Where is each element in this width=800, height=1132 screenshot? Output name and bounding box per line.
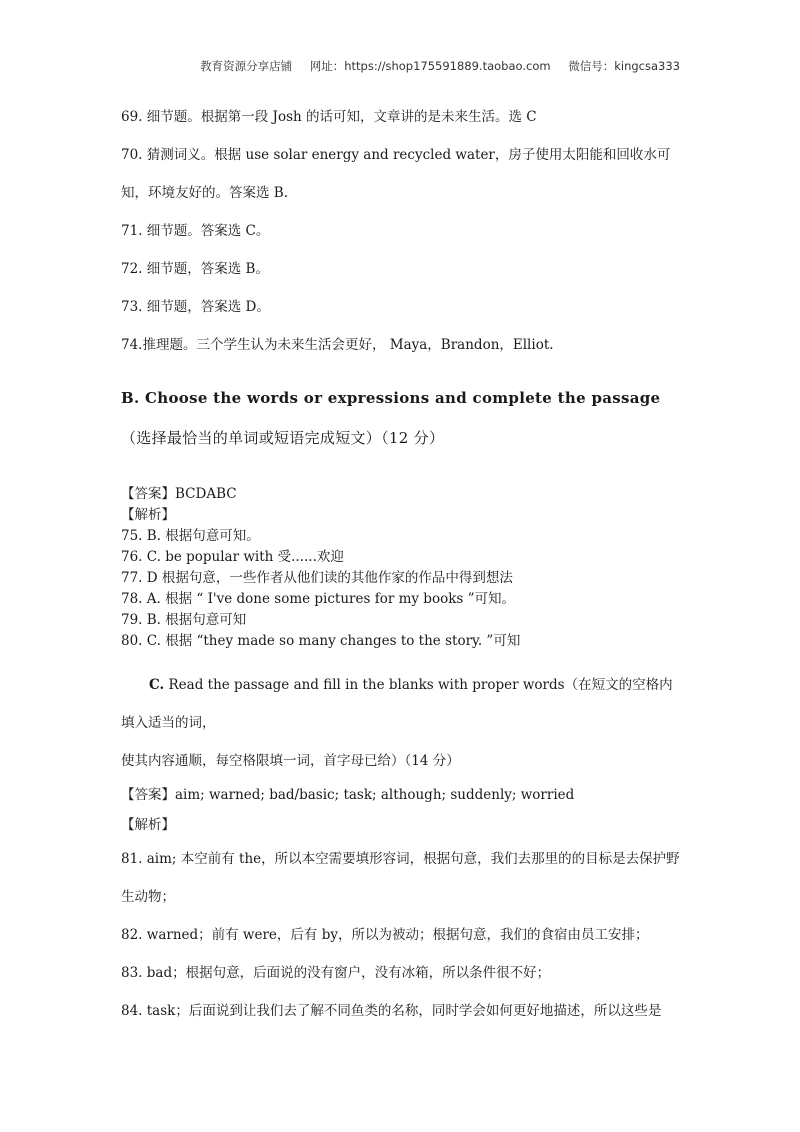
answer-79: 79. B. 根据句意可知: [121, 612, 247, 628]
answer-83: 83. bad；根据句意，后面说的没有窗户，没有冰箱，所以条件很不好；: [121, 965, 551, 981]
answer-75: 75. B. 根据句意可知。: [121, 528, 260, 544]
section-b-title: [121, 378, 681, 458]
answer-73: 73. 细节题，答案选 D。: [121, 299, 270, 315]
answer-74: 74.推理题。三个学生认为未来生活会更好， Maya，Brandon，Elliot.: [121, 337, 554, 353]
answer-80: 80. C. 根据 “they made so many changes to the story. ”可知: [121, 633, 521, 649]
answer-77: 77. D 根据句意，一些作者从他们读的其他作家的作品中得到想法: [121, 570, 513, 586]
answer-78: 78. A. 根据 “ I've done some pictures for my books ”可知。: [121, 591, 515, 607]
section-b-analysis-label: 【解析】: [121, 507, 175, 523]
section-c-title-line2: 使其内容通顺，每空格限填一词，首字母已给）（14 分）: [121, 753, 460, 769]
answer-81: 81. aim; 本空前有 the，所以本空需要填形容词，根据句意，我们去那里的的目标是去保护野生动物；: [121, 851, 680, 905]
shop-name: 教育资源分享店铺: [200, 59, 293, 73]
wechat-id: 微信号：kingcsa333: [568, 59, 680, 73]
section-c-answer: 【答案】aim; warned; bad/basic; task; although; suddenly; worried: [121, 787, 575, 803]
document-body: [121, 98, 681, 1030]
answer-70: 70. 猜测词义。根据 use solar energy and recycled water，房子使用太阳能和回收水可知，环境友好的。答案选 B.: [121, 147, 671, 201]
answer-69: 69. 细节题。根据第一段 Josh 的话可知，文章讲的是未来生活。选 C: [121, 109, 537, 125]
section-c-analysis-label: 【解析】: [121, 817, 175, 833]
section-b-title-cn: （选择最恰当的单词或短语完成短文）（12 分）: [121, 429, 445, 447]
answer-72: 72. 细节题，答案选 B。: [121, 261, 269, 277]
answer-82: 82. warned；前有 were，后有 by，所以为被动；根据句意，我们的食宿由员工安排；: [121, 927, 649, 943]
answer-84: 84. task；后面说到让我们去了解不同鱼类的名称，同时学会如何更好地描述，所以这些是: [121, 1003, 662, 1019]
section-c-label: C.: [149, 677, 165, 693]
answer-76: 76. C. be popular with 受......欢迎: [121, 549, 344, 565]
section-c-title: [121, 666, 681, 742]
section-b-title-en: B. Choose the words or expressions and complete the passage: [121, 389, 661, 407]
section-b-answer: 【答案】BCDABC: [121, 486, 237, 502]
shop-url: 网址：https://shop175591889.taobao.com: [309, 59, 551, 73]
page-header: [200, 58, 680, 74]
section-c-title-line1: Read the passage and fill in the blanks with proper words（在短文的空格内填入适当的词，: [121, 677, 673, 731]
answer-71: 71. 细节题。答案选 C。: [121, 223, 270, 239]
